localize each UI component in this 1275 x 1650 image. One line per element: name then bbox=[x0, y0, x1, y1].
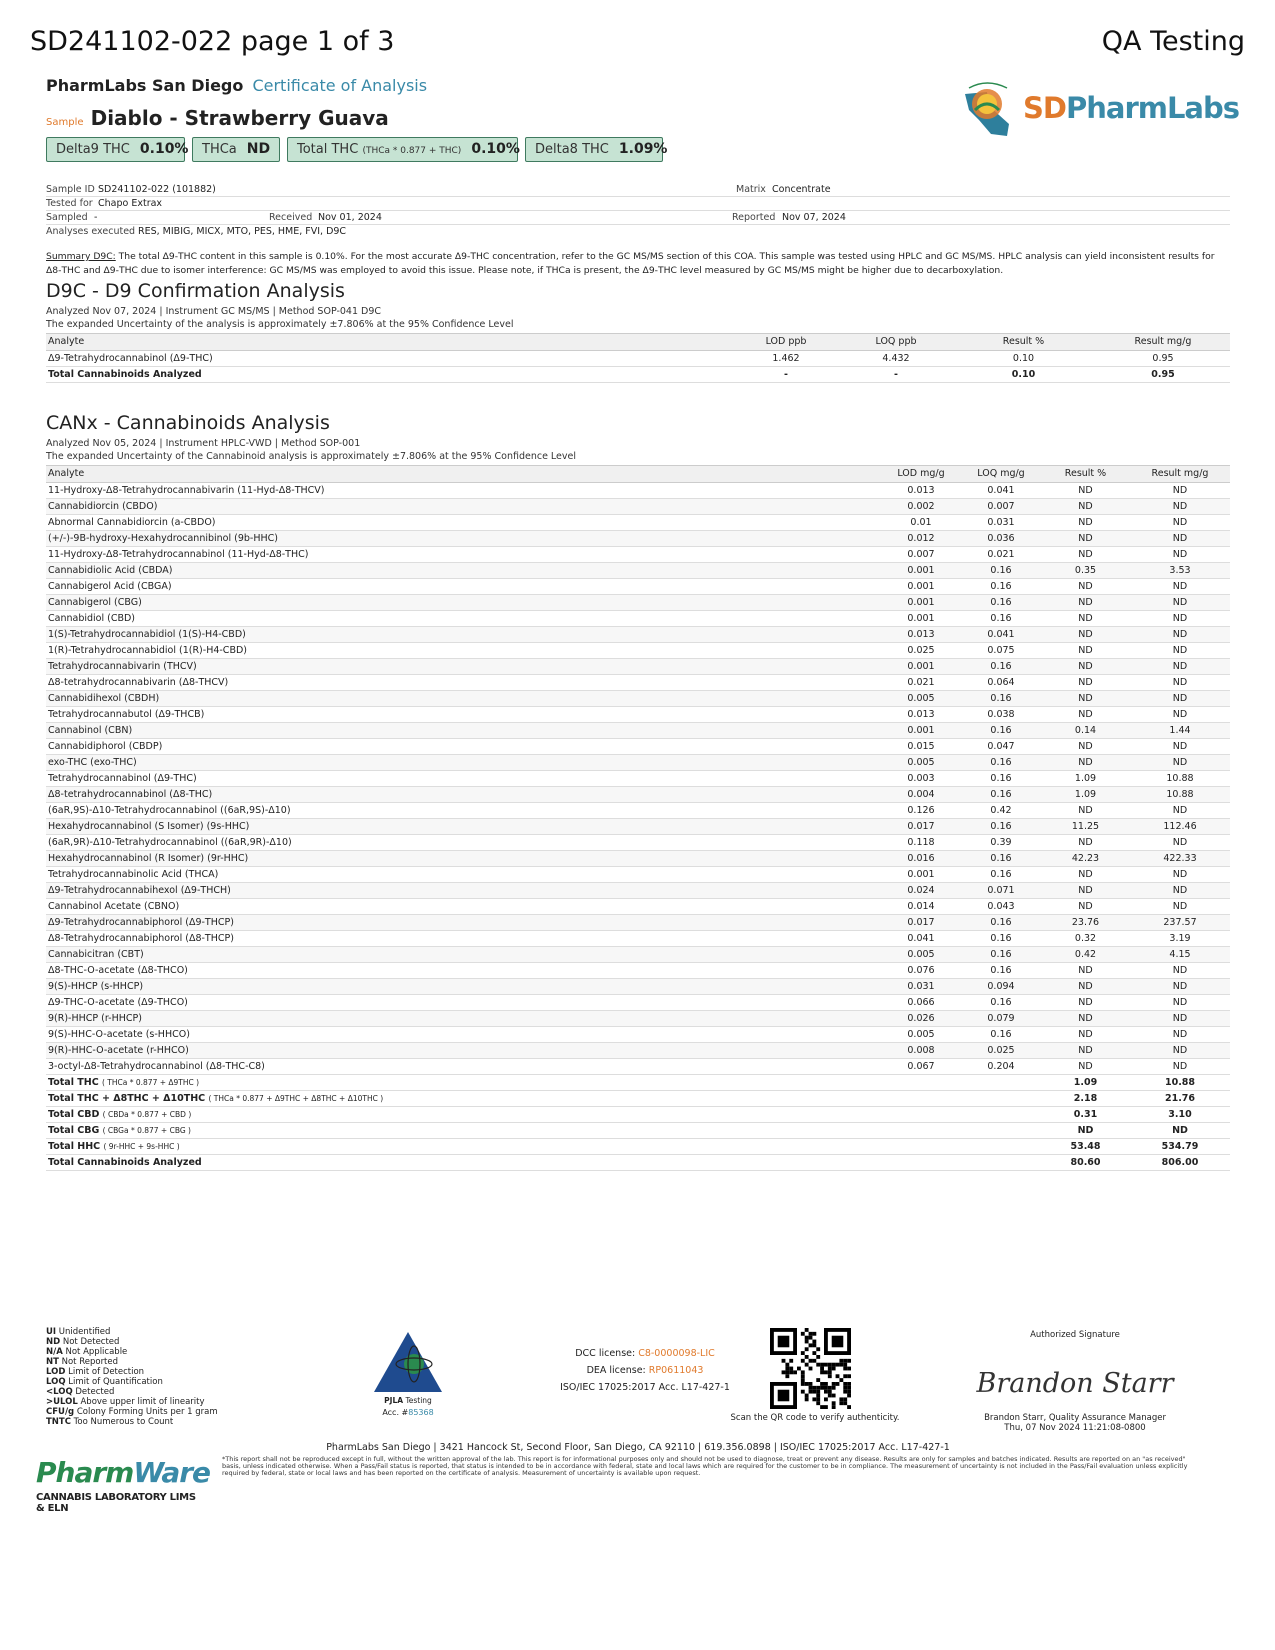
table-row: Cannabinol (CBN) 0.001 0.16 0.14 1.44 bbox=[46, 723, 1230, 739]
logo-pharmlabs: PharmLabs bbox=[1065, 91, 1240, 125]
canx-table bbox=[46, 465, 1230, 1171]
table-row: 11-Hydroxy-Δ8-Tetrahydrocannabinol (11-Hyd-Δ8-THC) 0.007 0.021 ND ND bbox=[46, 547, 1230, 563]
total-row: Total THC ( THCa * 0.877 + Δ9THC ) 1.09 10.88 bbox=[46, 1075, 1230, 1091]
table-row: Tetrahydrocannabivarin (THCV) 0.001 0.16 ND ND bbox=[46, 659, 1230, 675]
legend-item: CFU/g Colony Forming Units per 1 gram bbox=[46, 1407, 218, 1417]
table-row: Cannabigerol Acid (CBGA) 0.001 0.16 ND ND bbox=[46, 579, 1230, 595]
lab-address: PharmLabs San Diego | 3421 Hancock St, Second Floor, San Diego, CA 92110 | 619.356.0898 | ISO/IEC 17025:2017 Acc. L17-427-1 bbox=[326, 1442, 950, 1453]
handwritten-signature: Brandon Starr bbox=[976, 1368, 1174, 1399]
table-row: Cannabidiorcin (CBDO) 0.002 0.007 ND ND bbox=[46, 499, 1230, 515]
pjla-accreditation-icon bbox=[368, 1330, 448, 1396]
table-row: Cannabidiphorol (CBDP) 0.015 0.047 ND ND bbox=[46, 739, 1230, 755]
table-row: 9(R)-HHC-O-acetate (r-HHCO) 0.008 0.025 ND ND bbox=[46, 1043, 1230, 1059]
sampled: - bbox=[94, 212, 98, 223]
pill-thca: THCa ND bbox=[192, 137, 280, 162]
sample-label: Sample bbox=[46, 117, 84, 128]
table-row: Cannabigerol (CBG) 0.001 0.16 ND ND bbox=[46, 595, 1230, 611]
legend-item: UI Unidentified bbox=[46, 1327, 111, 1337]
table-row: Abnormal Cannabidiorcin (a-CBDO) 0.01 0.031 ND ND bbox=[46, 515, 1230, 531]
meta-row: Sample ID SD241102-022 (101882) Matrix Concentrate bbox=[46, 183, 1230, 197]
received-date: Nov 01, 2024 bbox=[318, 212, 382, 223]
table-row: 9(S)-HHCP (s-HHCP) 0.031 0.094 ND ND bbox=[46, 979, 1230, 995]
table-row: Cannabidiol (CBD) 0.001 0.16 ND ND bbox=[46, 611, 1230, 627]
sd-pharmlabs-logo bbox=[957, 80, 1240, 138]
d9c-table bbox=[46, 333, 1230, 383]
dea-license: RP0611043 bbox=[648, 1365, 704, 1376]
tested-for: Chapo Extrax bbox=[98, 198, 163, 209]
total-row: Total HHC ( 9r-HHC + 9s-HHC ) 53.48 534.79 bbox=[46, 1139, 1230, 1155]
legend-item: N/A Not Applicable bbox=[46, 1347, 128, 1357]
table-row: Δ9-Tetrahydrocannabinol (Δ9-THC) 1.462 4.432 0.10 0.95 bbox=[46, 351, 1230, 367]
signature-label: Authorized Signature bbox=[1030, 1330, 1120, 1340]
table-row: Cannabidiolic Acid (CBDA) 0.001 0.16 0.35 3.53 bbox=[46, 563, 1230, 579]
table-row: Cannabinol Acetate (CBNO) 0.014 0.043 ND ND bbox=[46, 899, 1230, 915]
d9c-summary: Summary D9C: The total Δ9-THC content in this sample is 0.10%. For the most accurate Δ9-THC concentration, refer to the GC MS/MS section of this COA. This sample was tested using HPLC and GC MS/MS. HPLC analysis can yield inconsistent results for Δ8-THC and Δ9-THC due to isomer interference: GC MS/MS was employed to avoid this issue. Please note, if THCa is present, the Δ9-THC level measured by GC MS/MS might be higher due to decarboxylation. bbox=[46, 251, 1215, 276]
pill-total-thc: Total THC (THCa * 0.877 + THC) 0.10% bbox=[287, 137, 518, 162]
sample-meta bbox=[46, 183, 1230, 239]
license-info: DCC license: C8-0000098-LIC DEA license: RP0611043 ISO/IEC 17025:2017 Acc. L17-427-1 bbox=[540, 1345, 750, 1396]
meta-row: Tested for Chapo Extrax bbox=[46, 197, 1230, 211]
pill-delta8: Delta8 THC 1.09% bbox=[525, 137, 663, 162]
table-row: Cannabicitran (CBT) 0.005 0.16 0.42 4.15 bbox=[46, 947, 1230, 963]
table-row: Δ9-Tetrahydrocannabiphorol (Δ9-THCP) 0.017 0.16 23.76 237.57 bbox=[46, 915, 1230, 931]
document-header bbox=[30, 26, 1245, 60]
legend-item: LOQ Limit of Quantification bbox=[46, 1377, 163, 1387]
table-row: Δ9-THC-O-acetate (Δ9-THCO) 0.066 0.16 ND ND bbox=[46, 995, 1230, 1011]
verification-qr-code[interactable] bbox=[770, 1328, 851, 1409]
d9c-analyzed: Analyzed Nov 07, 2024 | Instrument GC MS/MS | Method SOP-041 D9C bbox=[46, 306, 382, 317]
doc-type: Certificate of Analysis bbox=[252, 76, 428, 95]
legend-item: <LOQ Detected bbox=[46, 1387, 115, 1397]
abbreviation-legend bbox=[46, 1327, 218, 1427]
total-row: Total CBG ( CBGa * 0.877 + CBG ) ND ND bbox=[46, 1123, 1230, 1139]
canx-title: CANx - Cannabinoids Analysis bbox=[46, 412, 330, 434]
table-header: Analyte LOD mg/g LOQ mg/g Result % Result mg/g bbox=[46, 466, 1230, 483]
table-row: 3-octyl-Δ8-Tetrahydrocannabinol (Δ8-THC-C8) 0.067 0.204 ND ND bbox=[46, 1059, 1230, 1075]
lab-name: PharmLabs San Diego bbox=[46, 76, 244, 95]
doc-id-page: SD241102-022 page 1 of 3 bbox=[30, 26, 395, 57]
table-row: Tetrahydrocannabutol (Δ9-THCB) 0.013 0.038 ND ND bbox=[46, 707, 1230, 723]
canx-analyzed: Analyzed Nov 05, 2024 | Instrument HPLC-VWD | Method SOP-001 bbox=[46, 438, 361, 449]
table-row: 11-Hydroxy-Δ8-Tetrahydrocannabivarin (11-Hyd-Δ8-THCV) 0.013 0.041 ND ND bbox=[46, 483, 1230, 499]
table-row: Hexahydrocannabinol (R Isomer) (9r-HHC) 0.016 0.16 42.23 422.33 bbox=[46, 851, 1230, 867]
signer-name: Brandon Starr, Quality Assurance Manager bbox=[984, 1413, 1166, 1423]
dcc-license: C8-0000098-LIC bbox=[638, 1348, 715, 1359]
table-row: exo-THC (exo-THC) 0.005 0.16 ND ND bbox=[46, 755, 1230, 771]
d9c-title: D9C - D9 Confirmation Analysis bbox=[46, 280, 345, 302]
pharmware-logo: PharmWare CANNABIS LABORATORY LIMS & ELN bbox=[36, 1456, 211, 1514]
sample-title bbox=[46, 106, 389, 130]
table-row: (6aR,9R)-Δ10-Tetrahydrocannabinol ((6aR,9R)-Δ10) 0.118 0.39 ND ND bbox=[46, 835, 1230, 851]
signature-block bbox=[970, 1330, 1180, 1433]
logo-sd: SD bbox=[1023, 91, 1066, 125]
table-row: 9(S)-HHC-O-acetate (s-HHCO) 0.005 0.16 ND ND bbox=[46, 1027, 1230, 1043]
total-row: Total Cannabinoids Analyzed - - 0.10 0.95 bbox=[46, 367, 1230, 383]
legend-item: TNTC Too Numerous to Count bbox=[46, 1417, 174, 1427]
legend-item: ND Not Detected bbox=[46, 1337, 120, 1347]
total-row: Total CBD ( CBDa * 0.877 + CBD ) 0.31 3.10 bbox=[46, 1107, 1230, 1123]
legend-item: >ULOL Above upper limit of linearity bbox=[46, 1397, 205, 1407]
table-row: Δ8-Tetrahydrocannabiphorol (Δ8-THCP) 0.041 0.16 0.32 3.19 bbox=[46, 931, 1230, 947]
table-header: Analyte LOD ppb LOQ ppb Result % Result mg/g bbox=[46, 334, 1230, 351]
disclaimer: *This report shall not be reproduced except in full, without the written approval of the lab. This report is for informational purposes only and should not be used to diagnose, treat or prevent any disease. Results are only for samples and batches indicated. Results are reported on an "as received" basis, unless indicated otherwise. When a Pass/Fail status is reported, that status is intended to be in accordance with federal, state and local laws which are required for the customer to be in compliance. The measurement of uncertainty is not included in the Pass/Fail evaluation unless explicitly required by federal, state or local laws and has been reported on the certificate of analysis. Measurement of uncertainty is available upon request. bbox=[222, 1455, 1188, 1477]
qa-testing-label: QA Testing bbox=[1101, 26, 1245, 57]
d9c-uncertainty: The expanded Uncertainty of the analysis is approximately ±7.806% at the 95% Confidence Level bbox=[46, 319, 514, 330]
table-row: Δ8-tetrahydrocannabivarin (Δ8-THCV) 0.021 0.064 ND ND bbox=[46, 675, 1230, 691]
sample-name: Diablo - Strawberry Guava bbox=[90, 106, 389, 130]
canx-uncertainty: The expanded Uncertainty of the Cannabinoid analysis is approximately ±7.806% at the 95% Confidence Level bbox=[46, 451, 577, 462]
pill-delta9: Delta9 THC 0.10% bbox=[46, 137, 185, 162]
table-row: 1(R)-Tetrahydrocannabidiol (1(R)-H4-CBD) 0.025 0.075 ND ND bbox=[46, 643, 1230, 659]
meta-row: Sampled - Received Nov 01, 2024 Reported Nov 07, 2024 bbox=[46, 211, 1230, 225]
reported-date: Nov 07, 2024 bbox=[782, 212, 846, 223]
lab-title bbox=[46, 76, 427, 95]
pjla-badge: PJLA Testing Acc. #85368 bbox=[368, 1330, 448, 1420]
table-row: (6aR,9S)-Δ10-Tetrahydrocannabinol ((6aR,9S)-Δ10) 0.126 0.42 ND ND bbox=[46, 803, 1230, 819]
total-row: Total THC + Δ8THC + Δ10THC ( THCa * 0.877 + Δ9THC + Δ8THC + Δ10THC ) 2.18 21.76 bbox=[46, 1091, 1230, 1107]
california-logo-icon bbox=[957, 80, 1023, 140]
matrix: Concentrate bbox=[772, 184, 831, 195]
table-row: Δ9-Tetrahydrocannabihexol (Δ9-THCH) 0.024 0.071 ND ND bbox=[46, 883, 1230, 899]
table-row: (+/-)-9B-hydroxy-Hexahydrocannibinol (9b-HHC) 0.012 0.036 ND ND bbox=[46, 531, 1230, 547]
table-row: 1(S)-Tetrahydrocannabidiol (1(S)-H4-CBD) 0.013 0.041 ND ND bbox=[46, 627, 1230, 643]
legend-item: LOD Limit of Detection bbox=[46, 1367, 145, 1377]
table-row: 9(R)-HHCP (r-HHCP) 0.026 0.079 ND ND bbox=[46, 1011, 1230, 1027]
table-row: Hexahydrocannabinol (S Isomer) (9s-HHC) 0.017 0.16 11.25 112.46 bbox=[46, 819, 1230, 835]
table-row: Δ8-THC-O-acetate (Δ8-THCO) 0.076 0.16 ND ND bbox=[46, 963, 1230, 979]
legend-item: NT Not Reported bbox=[46, 1357, 119, 1367]
iso-accreditation: ISO/IEC 17025:2017 Acc. L17-427-1 bbox=[560, 1382, 730, 1393]
table-row: Tetrahydrocannabinol (Δ9-THC) 0.003 0.16 1.09 10.88 bbox=[46, 771, 1230, 787]
table-row: Tetrahydrocannabinolic Acid (THCA) 0.001 0.16 ND ND bbox=[46, 867, 1230, 883]
table-row: Cannabidihexol (CBDH) 0.005 0.16 ND ND bbox=[46, 691, 1230, 707]
signature-date: Thu, 07 Nov 2024 11:21:08-0800 bbox=[1004, 1423, 1146, 1433]
sample-id: SD241102-022 (101882) bbox=[98, 184, 216, 195]
pjla-acc-number: 85368 bbox=[408, 1408, 434, 1417]
qr-caption: Scan the QR code to verify authenticity. bbox=[730, 1413, 900, 1423]
meta-row: Analyses executed RES, MIBIG, MICX, MTO, PES, HME, FVI, D9C bbox=[46, 226, 347, 237]
analyses-executed: RES, MIBIG, MICX, MTO, PES, HME, FVI, D9C bbox=[138, 226, 347, 237]
total-row: Total Cannabinoids Analyzed 80.60 806.00 bbox=[46, 1155, 1230, 1171]
table-row: Δ8-tetrahydrocannabinol (Δ8-THC) 0.004 0.16 1.09 10.88 bbox=[46, 787, 1230, 803]
